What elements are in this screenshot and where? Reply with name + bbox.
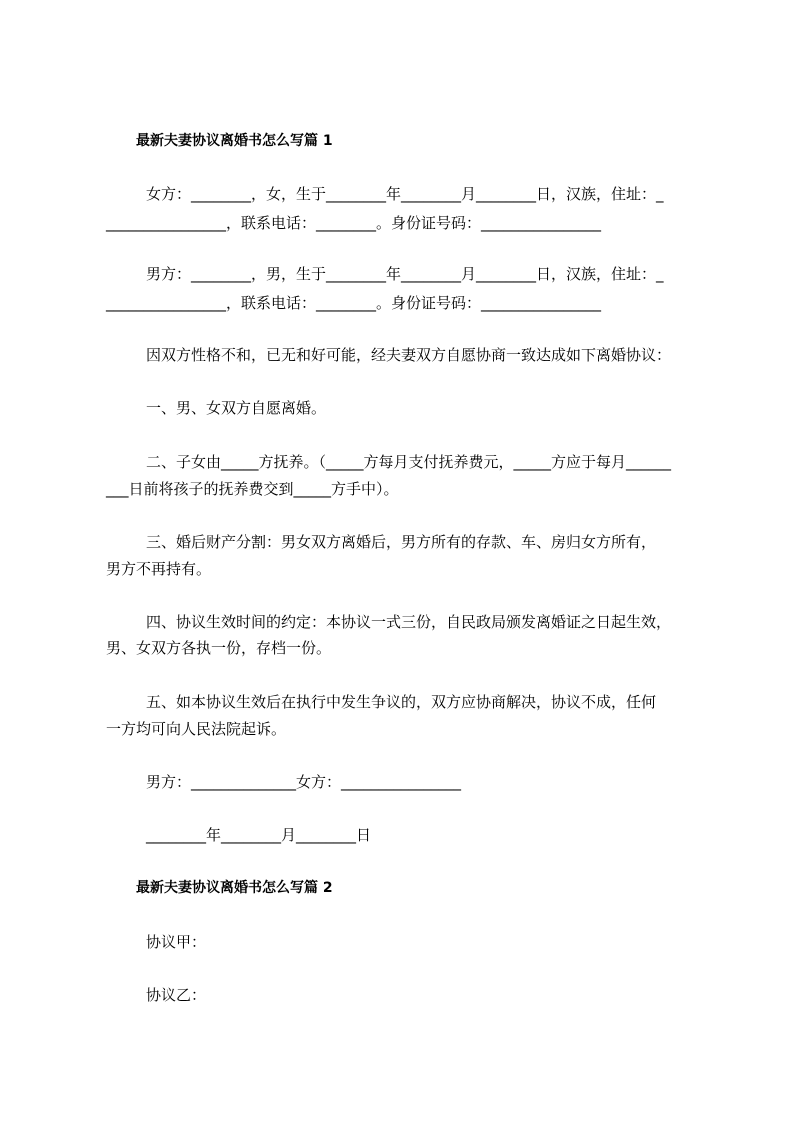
male-info-line2: ________________，联系电话：________。身份证号码：________________ bbox=[106, 294, 602, 312]
male-info-line1: 男方：________，男，生于________年________月________日，汉族，住址：_ bbox=[146, 265, 664, 283]
clause-3-line2: 男方不再持有。 bbox=[106, 560, 212, 578]
clause-5-line1: 五、如本协议生效后在执行中发生争议的，双方应协商解决，协议不成，任何 bbox=[146, 693, 657, 711]
female-info-line2: ________________，联系电话：________。身份证号码：________________ bbox=[106, 214, 602, 232]
clause-4-line2: 男、女双方各执一份，存档一份。 bbox=[106, 639, 332, 657]
clause-1: 一、男、女双方自愿离婚。 bbox=[146, 399, 327, 417]
party-b-label: 协议乙： bbox=[146, 986, 207, 1004]
female-info-line1: 女方：________，女，生于________年________月________日，汉族，住址：_ bbox=[146, 185, 664, 203]
party-a-label: 协议甲： bbox=[146, 933, 207, 951]
clause-2-line2: ___日前将孩子的抚养费交到_____方手中）。 bbox=[106, 480, 399, 498]
clause-2-line1: 二、子女由_____方抚养。（_____方每月支付抚养费元，_____方应于每月______ bbox=[146, 453, 672, 471]
signature-line: 男方：______________女方：________________ bbox=[146, 773, 462, 791]
agreement-intro: 因双方性格不和，已无和好可能，经夫妻双方自愿协商一致达成如下离婚协议： bbox=[146, 346, 672, 364]
date-line: ________年________月________日 bbox=[146, 826, 372, 844]
clause-3-line1: 三、婚后财产分割：男女双方离婚后，男方所有的存款、车、房归女方所有， bbox=[146, 533, 657, 551]
clause-4-line1: 四、协议生效时间的约定：本协议一式三份，自民政局颁发离婚证之日起生效， bbox=[146, 613, 672, 631]
clause-5-line2: 一方均可向人民法院起诉。 bbox=[106, 720, 287, 738]
section2-heading: 最新夫妻协议离婚书怎么写篇 2 bbox=[136, 880, 333, 896]
section1-heading: 最新夫妻协议离婚书怎么写篇 1 bbox=[136, 133, 333, 149]
